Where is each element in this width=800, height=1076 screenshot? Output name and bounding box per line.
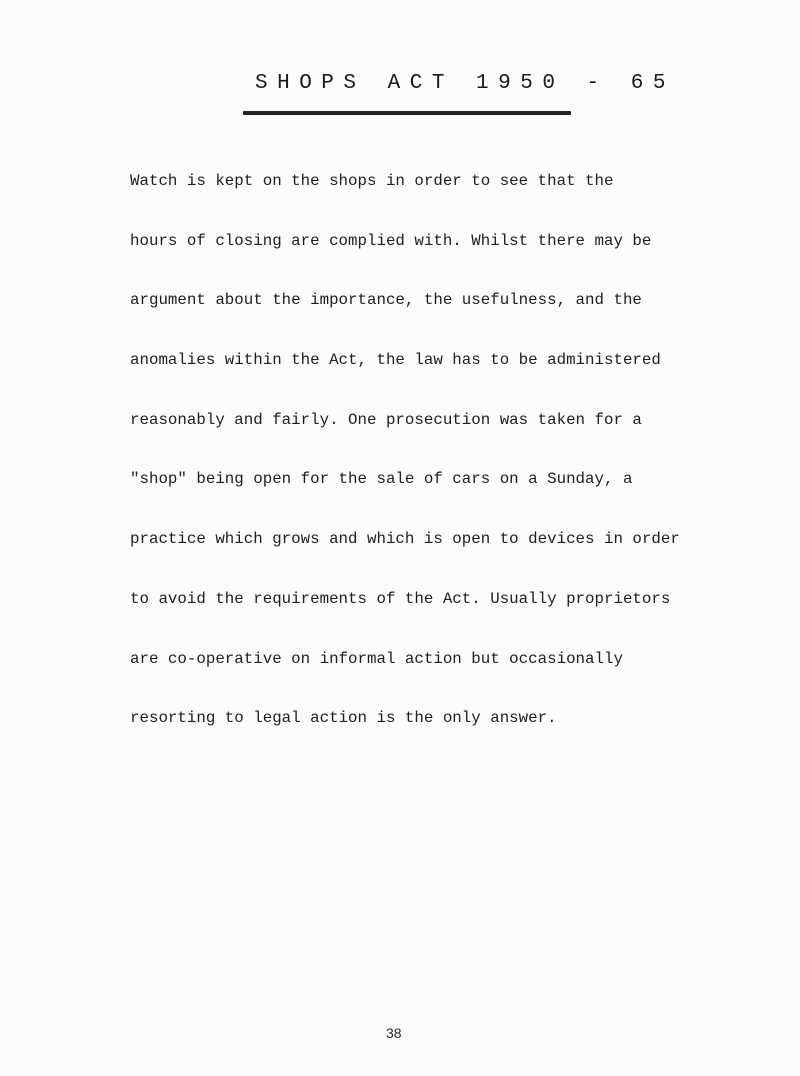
paragraph-line: practice which grows and which is open to devices in order [130,530,680,549]
paragraph-line: argument about the importance, the usefulness, and the [130,291,642,310]
page-number: 38 [386,1025,402,1041]
paragraph-line: Watch is kept on the shops in order to see that the [130,171,614,190]
heading-underline [243,111,571,115]
section-heading: SHOPS ACT 1950 - 65 [255,72,675,95]
paragraph-line: to avoid the requirements of the Act. Usually proprietors [130,589,671,608]
paragraph-line: are co-operative on informal action but occasionally [130,649,623,668]
paragraph-line: resorting to legal action is the only answer. [130,709,557,728]
body-paragraph [130,132,690,769]
paragraph-line: hours of closing are complied with. Whilst there may be [130,231,652,250]
paragraph-line: reasonably and fairly. One prosecution was taken for a [130,410,642,429]
paragraph-line: "shop" being open for the sale of cars on a Sunday, a [130,470,633,489]
paragraph-line: anomalies within the Act, the law has to be administered [130,350,661,369]
